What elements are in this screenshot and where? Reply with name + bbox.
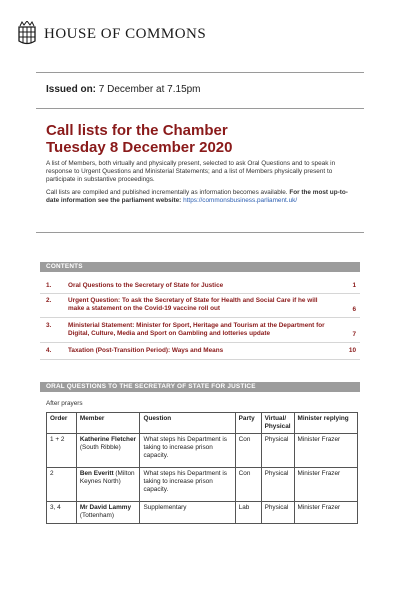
toc-divider <box>40 317 360 318</box>
toc-number: 2. <box>46 297 52 304</box>
oral-questions-heading: ORAL QUESTIONS TO THE SECRETARY OF STATE FOR JUSTICE <box>40 382 360 392</box>
column-header-virtual-physical: Virtual/ Physical <box>261 413 294 434</box>
toc-number: 1. <box>46 282 52 289</box>
cell-minister: Minister Frazer <box>294 434 357 468</box>
toc-page: 6 <box>352 306 356 313</box>
column-header-minister: Minister replying <box>294 413 357 434</box>
toc-divider <box>40 293 360 294</box>
cell-minister: Minister Frazer <box>294 502 357 524</box>
cell-member <box>76 468 140 502</box>
cell-member <box>76 434 140 468</box>
intro-para2-bold: For the most up-to-date information see the parliament website: <box>46 189 348 204</box>
intro-paragraph-1: A list of Members, both virtually and physically present, selected to ask Oral Questions and to speak in response to Urgent Questions and Ministerial Statements; and a list of Members physically present to participate in substantive proceedings. <box>46 160 336 183</box>
column-header-order: Order <box>47 413 77 434</box>
member-name: Ben Everitt <box>79 470 114 477</box>
table-row <box>47 468 358 502</box>
cell-order: 2 <box>47 468 77 502</box>
intro-text <box>46 160 360 210</box>
title-line-1: Call lists for the Chamber <box>46 122 228 139</box>
cell-party: Lab <box>235 502 261 524</box>
cell-mode: Physical <box>261 502 294 524</box>
issued-label: Issued on: <box>46 84 97 95</box>
table-header-row <box>47 413 358 434</box>
toc-link[interactable]: Urgent Question: To ask the Secretary of State for Health and Social Care if he will make a statement on the Covid-19 vaccine roll out <box>68 297 318 312</box>
cell-order: 1 + 2 <box>47 434 77 468</box>
portcullis-icon <box>16 21 38 47</box>
member-seat: (Tottenham) <box>79 512 114 519</box>
site-header <box>16 14 206 54</box>
toc-link[interactable]: Taxation (Post-Transition Period): Ways and Means <box>68 347 224 354</box>
toc-link[interactable]: Oral Questions to the Secretary of State for Justice <box>68 282 224 289</box>
cell-question: Supplementary <box>140 502 235 524</box>
cell-order: 3, 4 <box>47 502 77 524</box>
cell-mode: Physical <box>261 468 294 502</box>
cell-party: Con <box>235 434 261 468</box>
parliament-website-link[interactable]: https://commonsbusiness.parliament.uk/ <box>181 197 298 204</box>
cell-question: What steps his Department is taking to increase prison capacity. <box>140 434 235 468</box>
cell-member <box>76 502 140 524</box>
table-row <box>47 502 358 524</box>
cell-question: What steps his Department is taking to increase prison capacity. <box>140 468 235 502</box>
call-list-table <box>46 412 358 524</box>
cell-mode: Physical <box>261 434 294 468</box>
column-header-party: Party <box>235 413 261 434</box>
cell-party: Con <box>235 468 261 502</box>
toc-divider <box>40 342 360 343</box>
toc-number: 3. <box>46 322 52 329</box>
divider <box>36 108 364 109</box>
issued-value: 7 December at 7.15pm <box>98 84 201 95</box>
intro-para2-plain: Call lists are compiled and published incrementally as information becomes available. <box>46 189 290 196</box>
table-row <box>47 434 358 468</box>
cell-minister: Minister Frazer <box>294 468 357 502</box>
toc-page: 10 <box>348 347 356 354</box>
toc-link[interactable]: Ministerial Statement: Minister for Sport, Heritage and Tourism at the Department for Digital, Culture, Media and Sport on Gambling and lotteries update <box>68 322 325 337</box>
toc-page: 1 <box>352 282 356 289</box>
member-name: Katherine Fletcher <box>79 436 137 443</box>
intro-paragraph-2 <box>46 189 360 205</box>
column-header-member: Member <box>76 413 140 434</box>
title-line-2: Tuesday 8 December 2020 <box>46 139 233 156</box>
house-name: HOUSE OF COMMONS <box>44 25 207 42</box>
member-name: Mr David Lammy <box>79 504 132 511</box>
toc-number: 4. <box>46 347 52 354</box>
member-seat: (Milton Keynes North) <box>79 470 135 485</box>
toc-page: 7 <box>352 331 356 338</box>
page-title <box>46 122 233 156</box>
member-seat: (South Ribble) <box>79 444 121 451</box>
contents-heading: CONTENTS <box>40 262 360 272</box>
toc-divider <box>40 359 360 360</box>
divider <box>36 72 364 73</box>
after-prayers-label: After prayers <box>46 400 83 407</box>
divider <box>36 232 364 233</box>
issued-line <box>46 84 201 95</box>
column-header-question: Question <box>140 413 235 434</box>
